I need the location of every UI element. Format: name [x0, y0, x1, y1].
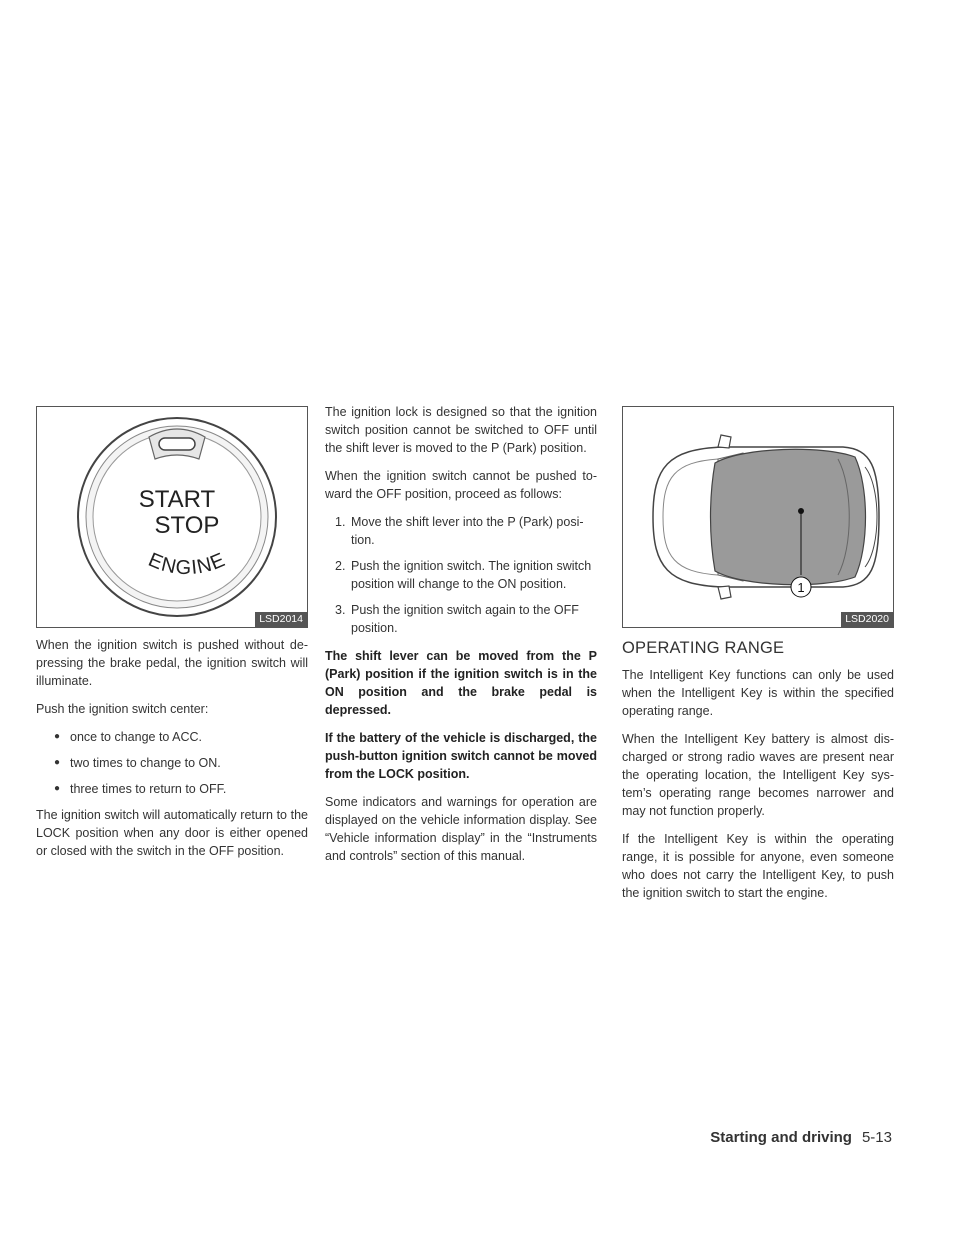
list-item [335, 557, 597, 593]
list-item: ● three times to return to OFF. [54, 780, 308, 798]
figure-code: LSD2014 [255, 612, 307, 627]
paragraph: The ignition switch will automatically return to the LOCK position when any door is either opened or closed with the switch in the OFF position. [36, 808, 308, 858]
numbered-list [325, 513, 597, 637]
button-label-stop: STOP [154, 512, 220, 539]
step-number: 2. [335, 559, 346, 573]
bold-note: The shift lever can be moved from the P (Park) position if the ignition switch is in the ON position and the brake pedal is depressed. [325, 649, 597, 717]
paragraph: When the Intelligent Key battery is almost dis-charged or strong radio waves are present near the operating location, the Intelligent Key sys-tem’s operating range becomes narrower and may not function properly. [622, 732, 894, 818]
button-label-engine: ENGINE [145, 548, 229, 580]
start-stop-button-illustration [37, 407, 307, 627]
bullet-list [36, 728, 308, 798]
list-item: ● two times to change to ON. [54, 754, 308, 772]
paragraph: When the ignition switch is pushed without de-pressing the brake pedal, the ignition switch will illuminate. [36, 638, 308, 688]
page-number: 5-13 [861, 1129, 892, 1146]
figure-code: LSD2020 [841, 612, 893, 627]
column-right [622, 406, 894, 912]
operating-range-figure [622, 406, 894, 628]
footer-section-title: Starting and driving [710, 1129, 852, 1146]
list-item [335, 513, 597, 549]
section-heading: OPERATING RANGE [622, 639, 785, 657]
callout-number: 1 [797, 580, 805, 595]
button-label-start: START [138, 486, 216, 513]
bold-note: If the battery of the vehicle is discharged, the push-button ignition switch cannot be moved from the LOCK position. [325, 731, 597, 781]
list-item [335, 601, 597, 637]
paragraph: The ignition lock is designed so that the ignition switch position cannot be switched to OFF until the shift lever is moved to the P (Park) position. [325, 405, 597, 455]
page-footer [710, 1128, 892, 1148]
step-text: Push the ignition switch. The ignition switch position will change to the ON position. [351, 559, 592, 591]
paragraph: If the Intelligent Key is within the operating range, it is possible for anyone, even someone who does not carry the Intelligent Key, to push the ignition switch to start the engine. [622, 832, 894, 900]
column-middle [325, 403, 597, 875]
car-top-view-illustration [623, 407, 893, 627]
step-number: 3. [335, 603, 346, 617]
paragraph: When the ignition switch cannot be pushed to-ward the OFF position, proceed as follows: [325, 469, 597, 501]
ignition-button-figure [36, 406, 308, 628]
paragraph: The Intelligent Key functions can only be used when the Intelligent Key is within the specified operating range. [622, 668, 894, 718]
paragraph: Some indicators and warnings for operation are displayed on the vehicle information display. See “Vehicle information display” in the “Instruments and controls” section of this manual. [325, 795, 597, 863]
step-number: 1. [335, 515, 346, 529]
list-item: ● once to change to ACC. [54, 728, 308, 746]
column-left [36, 406, 308, 870]
paragraph: Push the ignition switch center: [36, 702, 209, 716]
step-text: Move the shift lever into the P (Park) posi-tion. [351, 515, 584, 547]
step-text: Push the ignition switch again to the OFF position. [351, 603, 579, 635]
